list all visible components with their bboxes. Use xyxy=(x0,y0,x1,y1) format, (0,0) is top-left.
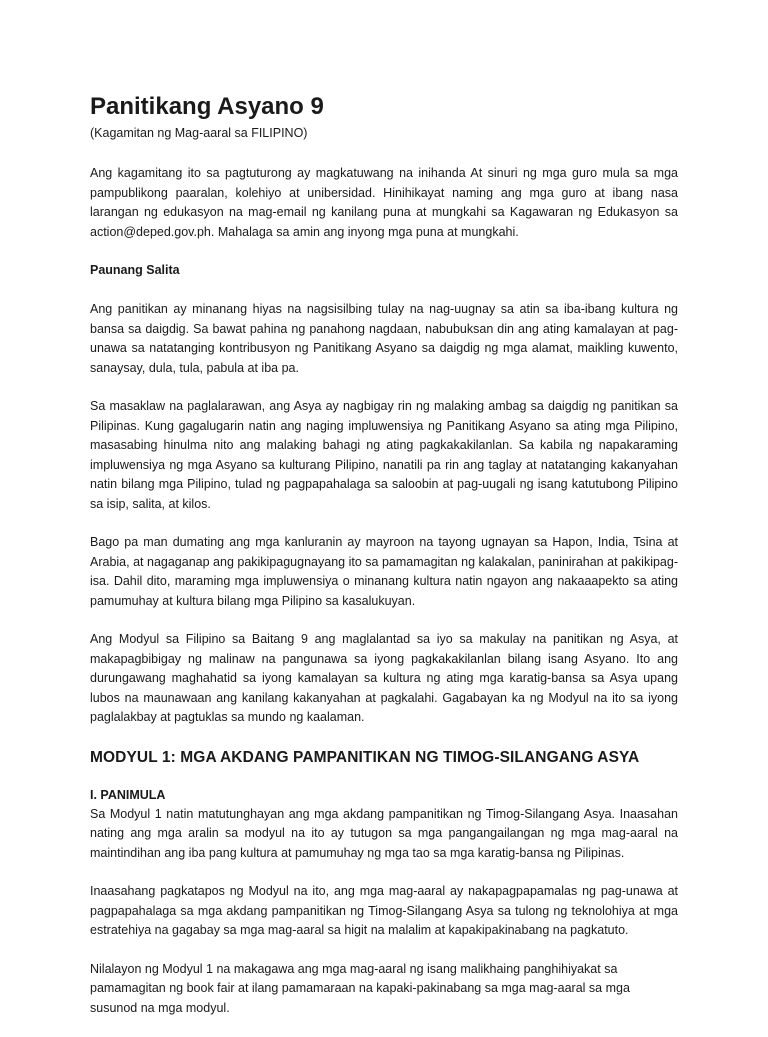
foreword-paragraph-3: Bago pa man dumating ang mga kanluranin ay mayroon na tayong ugnayan sa Hapon, India, Tsina at Arabia, at nagaganap ang pakikipagugnayang ito sa pamamagitan ng kalakalan, paninirahan at pakikipag-isa. Dahil dito, maraming mga impluwensiya o minanang kultura natin ngayon ang nakaaapekto sa ating pamumuhay at kultura bilang mga Pilipino sa kasalukuyan. xyxy=(90,535,678,608)
foreword-paragraph-4: Ang Modyul sa Filipino sa Baitang 9 ang maglalantad sa iyo sa makulay na panitikan ng Asya, at makapagbibigay ng malinaw na pangunawa sa iyong pagkakakilanlan bilang isang Asyano. Ito ang durungawang maghahatid sa iyong kamalayan sa kultura ng ating mga karatig-bansa sa Asya upang lubos na maunawaan ang kanilang kakanyahan at pagkalahi. Gagabayan ka ng Modyul na ito sa iyong paglalakbay at pagtuklas sa mundo ng kaalaman. xyxy=(90,632,678,724)
document-subtitle: (Kagamitan ng Mag-aaral sa FILIPINO) xyxy=(90,126,308,140)
section-paragraph-1: Sa Modyul 1 natin matutunghayan ang mga akdang pampanitikan ng Timog-Silangang Asya. Inaasahan nating ang mga aralin sa modyul na ito ay tutugon sa mga pangangailangan ng mga mag-aaral na maintindihan ang iba pang kultura at pamumuhay ng mga tao sa mga karatig-bansa ng Pilipinas. xyxy=(90,806,678,860)
section-paragraph-2: Inaasahang pagkatapos ng Modyul na ito, ang mga mag-aaral ay nakapagpapamalas ng pag-unawa at pagpapahalaga sa mga akdang pampanitikan ng Timog-Silangang Asya sa tulong ng teknolohiya at mga estratehiya na gagabay sa mga mag-aaral sa higit na malalim at kapakipakinabang na pagkatuto. xyxy=(90,884,678,937)
section-paragraph-3: Nilalayon ng Modyul 1 na makagawa ang mga mag-aaral ng isang malikhaing panghihiyakat sa pamamagitan ng book fair at ilang pamamaraan na kapaki-pakinabang sa mga mag-aaral sa mga susunod na mga modyul. xyxy=(90,961,630,1015)
foreword-paragraph-1: Ang panitikan ay minanang hiyas na nagsisilbing tulay na nag-uugnay sa atin sa iba-ibang kultura ng bansa sa daigdig. Sa bawat pahina ng panahong nagdaan, nabubuksan din ang ating kamalayan at pag-unawa sa natatanging kontribusyon ng Panitikang Asyano sa daigdig ng mga alamat, maikling kuwento, sanaysay, dula, tula, pabula at iba pa. xyxy=(90,302,678,375)
document-title: Panitikang Asyano 9 xyxy=(90,93,324,120)
foreword-heading: Paunang Salita xyxy=(90,263,180,277)
section-heading: I. PANIMULA xyxy=(90,787,166,802)
module-heading: MODYUL 1: MGA AKDANG PAMPANITIKAN NG TIMOG-SILANGANG ASYA xyxy=(90,748,640,766)
intro-paragraph: Ang kagamitang ito sa pagtuturong ay magkatuwang na inihanda At sinuri ng mga guro mula sa mga pampublikong paaralan, kolehiyo at unibersidad. Hinihikayat naming ang mga guro at ibang nasa larangan ng edukasyon na mag-email ng kanilang puna at mungkahi sa Kagawaran ng Edukasyon sa action@deped.gov.ph. Mahalaga sa amin ang inyong mga puna at mungkahi. xyxy=(90,166,678,239)
document-page xyxy=(90,92,678,1037)
foreword-paragraph-2: Sa masaklaw na paglalarawan, ang Asya ay nagbigay rin ng malaking ambag sa daigdig ng panitikan sa Pilipinas. Kung gagalugarin natin ang naging impluwensiya ng Panitikang Asyano sa ating mga Pilipino, masasabing hinulma nito ang malaking bahagi ng ating pagkakakilanlan. Sa kabila ng napakaraming impluwensiya ng mga Asyano sa kulturang Pilipino, nanatili pa rin ang taglay at natatanging kakanyahan natin bilang mga Pilipino, tulad ng pagpapahalaga sa saloobin at pag-uugali ng isang katutubong Pilipino sa isip, salita, at kilos. xyxy=(90,399,678,511)
